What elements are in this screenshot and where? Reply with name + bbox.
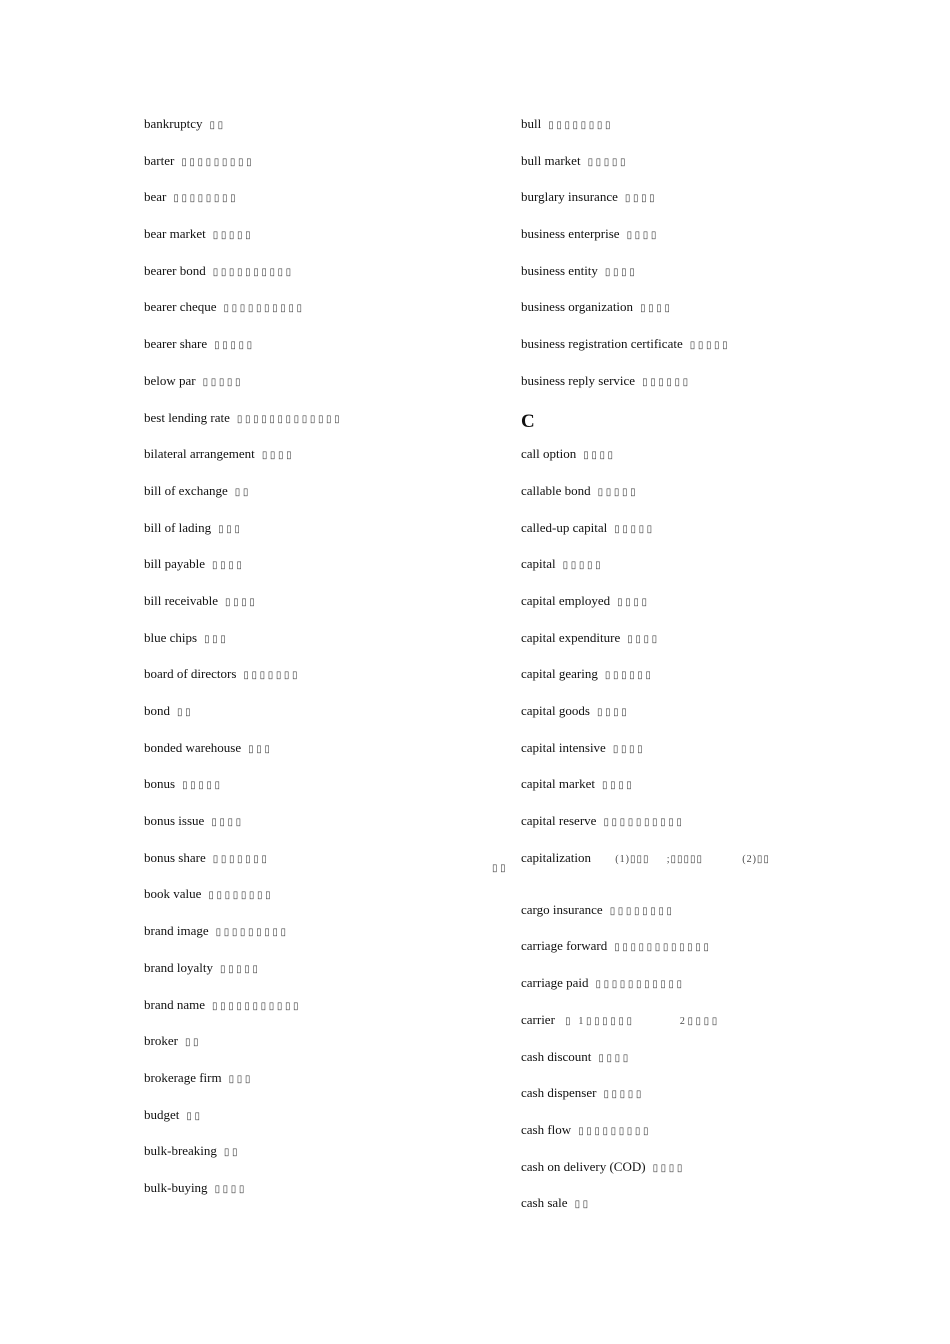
- entry-definition: ▯▯▯▯: [583, 450, 616, 462]
- entry-term: brand image: [144, 923, 209, 939]
- entry-term: barter: [144, 152, 175, 168]
- entry-definition: ▯▯▯▯: [211, 817, 244, 829]
- glossary-entry: [521, 367, 851, 404]
- entry-term: broker: [144, 1033, 178, 1049]
- glossary-entry: [144, 587, 474, 624]
- entry-term: bankruptcy: [144, 116, 203, 131]
- entry-definition: ▯▯▯▯: [212, 560, 245, 572]
- glossary-entry: [144, 660, 474, 697]
- entry-term: bill of exchange: [144, 482, 228, 498]
- entry-definition: ▯▯▯▯▯: [614, 523, 655, 535]
- entry-definition: ▯▯▯▯: [652, 1162, 685, 1174]
- entry-term: below par: [144, 372, 196, 388]
- entry-definition: ▯▯▯▯: [604, 266, 638, 278]
- entry-definition: ▯ 1▯▯▯▯▯▯: [565, 1015, 635, 1027]
- entry-definition: ▯▯▯▯▯▯▯▯: [208, 890, 274, 902]
- glossary-entry: [521, 440, 851, 477]
- glossary-entry: [521, 330, 851, 367]
- entry-definition: ▯▯▯▯▯: [202, 376, 244, 388]
- glossary-entry: [521, 110, 851, 147]
- glossary-entry: [144, 257, 474, 294]
- entry-term: capital market: [521, 776, 595, 792]
- glossary-entry: [521, 1079, 851, 1116]
- entry-definition: ▯▯▯: [204, 633, 229, 645]
- entry-term: bill payable: [144, 556, 206, 572]
- glossary-entry: [144, 220, 474, 257]
- entry-term: budget: [144, 1106, 180, 1122]
- glossary-entry: [521, 734, 851, 771]
- glossary-entry: [144, 293, 474, 330]
- entry-term: cash sale: [521, 1195, 568, 1211]
- glossary-entry-capitalization: [521, 844, 851, 896]
- entry-definition: ▯▯▯▯▯: [214, 340, 255, 352]
- glossary-entry: [144, 734, 474, 771]
- entry-term: bearer cheque: [144, 299, 217, 315]
- glossary-entry: [521, 147, 851, 184]
- entry-term: capital gearing: [521, 666, 598, 682]
- entry-term: business entity: [521, 262, 598, 278]
- glossary-entry: [144, 440, 474, 477]
- right-column: [521, 110, 851, 1226]
- entry-term: bearer bond: [144, 262, 206, 278]
- glossary-entry: [521, 1116, 851, 1153]
- entry-term: bonus issue: [144, 813, 205, 829]
- entry-definition: ▯▯: [184, 1037, 202, 1049]
- entry-definition: ▯▯: [223, 1147, 241, 1159]
- entry-definition: ▯▯▯▯▯▯▯▯: [548, 120, 614, 131]
- entry-definition: ▯▯▯▯▯▯▯: [212, 853, 270, 865]
- entry-term: carrier: [521, 1011, 555, 1027]
- glossary-entry: [144, 1174, 474, 1211]
- entry-term: bear: [144, 189, 167, 205]
- glossary-entry: [144, 991, 474, 1028]
- glossary-entry: [144, 330, 474, 367]
- entry-definition: 2▯▯▯▯: [679, 1015, 720, 1027]
- entry-definition: ▯▯▯▯: [627, 633, 660, 645]
- glossary-entry: [521, 514, 851, 551]
- glossary-entry: [521, 697, 851, 734]
- glossary-entry: [144, 1027, 474, 1064]
- entry-definition: ▯▯▯▯▯: [603, 1089, 644, 1101]
- entry-term: carriage forward: [521, 938, 608, 954]
- entry-term: capitalization: [521, 849, 592, 865]
- entry-definition: ▯▯▯▯▯▯▯▯▯: [578, 1125, 652, 1137]
- glossary-entry: [521, 932, 851, 969]
- entry-definition: ▯▯▯▯▯▯: [604, 670, 654, 682]
- entry-definition: ▯▯▯▯: [596, 707, 630, 718]
- entry-term: bulk-breaking: [144, 1143, 217, 1159]
- entry-definition: ▯▯▯▯▯: [587, 156, 629, 168]
- glossary-entry: [144, 954, 474, 991]
- entry-definition: ▯▯▯▯▯▯▯▯: [609, 905, 675, 917]
- entry-term: bulk-buying: [144, 1179, 208, 1195]
- entry-term: business reply service: [521, 372, 636, 388]
- entry-definition: ▯▯▯▯: [598, 1052, 631, 1064]
- entry-term: brokerage firm: [144, 1069, 222, 1085]
- entry-definition: ▯▯: [186, 1110, 203, 1122]
- entry-term: blue chips: [144, 629, 198, 645]
- entry-term: cash on delivery (COD): [521, 1158, 646, 1174]
- entry-definition: (1)▯▯▯: [615, 853, 650, 865]
- entry-term: bonded warehouse: [144, 739, 242, 755]
- entry-definition: ▯▯▯▯▯: [689, 340, 731, 352]
- glossary-entry: [521, 807, 851, 844]
- entry-term: capital intensive: [521, 739, 606, 755]
- glossary-entry: [521, 624, 851, 661]
- entry-definition: ▯▯▯▯: [602, 780, 635, 792]
- entry-definition: ▯▯▯▯: [624, 193, 658, 205]
- entry-term: cash flow: [521, 1121, 572, 1137]
- entry-term: bilateral arrangement: [144, 446, 255, 462]
- entry-definition: ▯▯▯▯: [626, 230, 659, 242]
- glossary-entry: [144, 770, 474, 807]
- glossary-entry: [521, 587, 851, 624]
- entry-term: carriage paid: [521, 975, 589, 991]
- entry-definition: ▯▯: [209, 120, 226, 131]
- entry-term: brand loyalty: [144, 959, 213, 975]
- glossary-entry: [144, 1064, 474, 1101]
- glossary-entry: [144, 697, 474, 734]
- glossary-entry: [144, 477, 474, 514]
- glossary-entry: [144, 514, 474, 551]
- entry-definition: ▯▯▯▯: [214, 1183, 247, 1195]
- entry-term: capital reserve: [521, 813, 597, 829]
- glossary-entry: [521, 1043, 851, 1080]
- glossary-entry: [144, 367, 474, 404]
- entry-term: called-up capital: [521, 519, 608, 535]
- entry-definition: ▯▯▯▯▯: [212, 230, 254, 242]
- entry-term: capital employed: [521, 592, 611, 608]
- entry-definition: ▯▯▯▯▯▯▯▯▯▯: [212, 266, 294, 278]
- entry-term: board of directors: [144, 666, 237, 682]
- entry-term: cash dispenser: [521, 1085, 597, 1101]
- entry-term: best lending rate: [144, 409, 230, 425]
- entry-definition: ▯▯▯▯▯: [182, 780, 223, 792]
- entry-term: bearer share: [144, 336, 208, 352]
- entry-definition: ▯▯▯▯: [612, 743, 646, 755]
- entry-term: brand name: [144, 996, 206, 1012]
- glossary-entry: [144, 917, 474, 954]
- entry-definition: ▯▯▯▯▯▯▯▯▯▯▯: [212, 1000, 302, 1012]
- entry-definition: ▯▯: [177, 707, 194, 718]
- entry-definition: ▯▯: [234, 486, 251, 498]
- entry-term: capital: [521, 556, 556, 572]
- entry-term: bond: [144, 703, 170, 718]
- entry-term: bonus share: [144, 849, 206, 865]
- entry-definition: (2)▯▯: [742, 853, 770, 865]
- entry-definition: ▯▯▯▯▯: [562, 560, 604, 572]
- entry-definition: ▯▯▯▯▯▯: [642, 376, 691, 388]
- glossary-entry: [521, 183, 851, 220]
- glossary-entry: [144, 624, 474, 661]
- glossary-entry: [144, 404, 474, 441]
- entry-term: capital goods: [521, 703, 590, 718]
- glossary-entry: [144, 844, 474, 881]
- entry-term: capital expenditure: [521, 629, 621, 645]
- entry-term: call option: [521, 446, 577, 462]
- entry-definition: ▯▯▯▯▯▯▯▯▯▯▯: [595, 979, 685, 991]
- entry-term: cargo insurance: [521, 901, 603, 917]
- glossary-entry: [521, 550, 851, 587]
- entry-term: bull market: [521, 152, 581, 168]
- entry-definition: ▯▯▯▯▯▯▯: [243, 670, 301, 682]
- glossary-entry: [144, 550, 474, 587]
- entry-definition: ▯▯: [574, 1199, 591, 1211]
- glossary-entry: [144, 183, 474, 220]
- entry-definition: ▯▯▯▯▯▯▯▯▯: [215, 927, 289, 939]
- entry-term: bear market: [144, 226, 206, 242]
- entry-term: business enterprise: [521, 226, 620, 242]
- entry-definition: ;▯▯▯▯▯: [666, 853, 703, 865]
- entry-definition: ▯▯▯▯: [225, 596, 258, 608]
- capitalization-overflow-text: ▯▯: [492, 863, 509, 874]
- entry-definition: ▯▯▯▯: [640, 303, 673, 315]
- entry-definition: ▯▯▯▯▯: [219, 963, 261, 975]
- glossary-entry: [521, 660, 851, 697]
- entry-term: bill receivable: [144, 592, 218, 608]
- entry-definition: ▯▯▯▯▯▯▯▯: [173, 193, 239, 205]
- entry-term: business registration certificate: [521, 336, 683, 352]
- glossary-entry: [521, 257, 851, 294]
- entry-term: business organization: [521, 299, 634, 315]
- entry-definition: ▯▯▯: [248, 743, 273, 755]
- glossary-entry: [144, 880, 474, 917]
- glossary-entry: [521, 477, 851, 514]
- entry-definition: ▯▯▯▯: [617, 596, 650, 608]
- glossary-entry: [521, 220, 851, 257]
- entry-term: bonus: [144, 776, 176, 792]
- entry-definition: ▯▯▯▯▯▯▯▯▯▯▯▯: [614, 942, 712, 954]
- entry-definition: ▯▯▯▯▯▯▯▯▯: [181, 156, 255, 168]
- entry-term: book value: [144, 886, 202, 902]
- entry-term: bull: [521, 116, 542, 131]
- glossary-entry: [144, 1101, 474, 1138]
- glossary-entry: [521, 1153, 851, 1190]
- entry-definition: ▯▯▯: [218, 523, 243, 535]
- glossary-entry: [521, 896, 851, 933]
- entry-definition: ▯▯▯▯▯▯▯▯▯▯▯▯▯: [236, 413, 343, 425]
- glossary-entry: [521, 293, 851, 330]
- entry-definition: ▯▯▯▯▯▯▯▯▯▯: [223, 303, 305, 315]
- entry-definition: ▯▯▯▯: [261, 450, 295, 462]
- entry-term: bill of lading: [144, 519, 212, 535]
- entry-term: cash discount: [521, 1048, 592, 1064]
- glossary-entry: [144, 147, 474, 184]
- section-letter-heading: C: [521, 410, 535, 432]
- entry-definition: ▯▯▯: [228, 1073, 253, 1085]
- entry-term: burglary insurance: [521, 189, 618, 205]
- glossary-entry: [521, 1189, 851, 1226]
- entry-term: callable bond: [521, 482, 591, 498]
- glossary-entry-carrier: [521, 1006, 851, 1043]
- glossary-entry: [144, 110, 474, 147]
- left-column: [144, 110, 474, 1211]
- glossary-entry: [521, 770, 851, 807]
- entry-definition: ▯▯▯▯▯: [597, 486, 639, 498]
- entry-definition: ▯▯▯▯▯▯▯▯▯▯: [603, 817, 685, 829]
- glossary-entry: [144, 807, 474, 844]
- glossary-entry: [144, 1137, 474, 1174]
- glossary-entry: [521, 969, 851, 1006]
